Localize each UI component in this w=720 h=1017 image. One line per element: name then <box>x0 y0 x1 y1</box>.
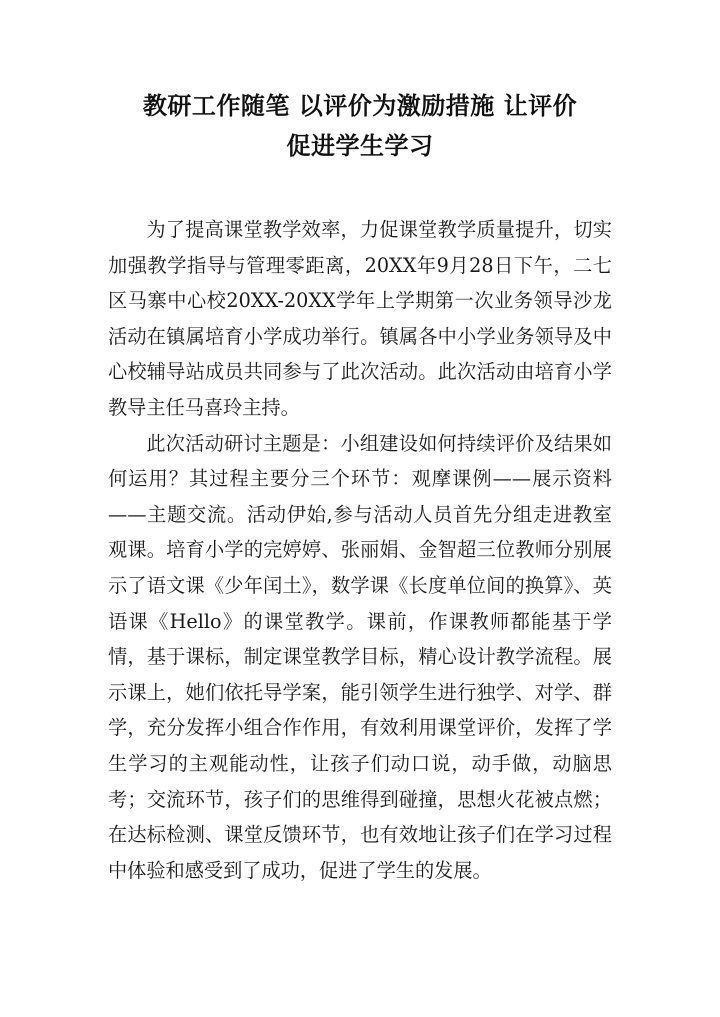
title-line-1: 教研工作随笔 以评价为激励措施 让评价 <box>142 92 578 120</box>
document-body <box>108 212 612 888</box>
document-title <box>100 86 620 166</box>
paragraph-2: 此次活动研讨主题是：小组建设如何持续评价及结果如何运用？其过程主要分三个环节：观摩课例——展示资料——主题交流。活动伊始,参与活动人员首先分组走进教室观课。培育小学的完婷婷、张丽娟、金智超三位教师分别展示了语文课《少年闰土》，数学课《长度单位间的换算》、英语课《Hello》的课堂教学。课前，作课教师都能基于学情，基于课标，制定课堂教学目标，精心设计教学流程。展示课上，她们依托导学案，能引领学生进行独学、对学、群学，充分发挥小组合作作用，有效利用课堂评价，发挥了学生学习的主观能动性，让孩子们动口说，动手做，动脑思考；交流环节，孩子们的思维得到碰撞，思想火花被点燃；在达标检测、课堂反馈环节，也有效地让孩子们在学习过程中体验和感受到了成功，促进了学生的发展。 <box>108 431 612 882</box>
paragraph-1: 为了提高课堂教学效率，力促课堂教学质量提升，切实加强教学指导与管理零距离，20XX年9月28日下午，二七区马寨中心校20XX-20XX学年上学期第一次业务领导沙龙活动在镇属培育小学成功举行。镇属各中小学业务领导及中心校辅导站成员共同参与了此次活动。此次活动由培育小学教导主任马喜玲主持。 <box>108 218 612 419</box>
title-line-2: 促进学生学习 <box>286 132 434 160</box>
